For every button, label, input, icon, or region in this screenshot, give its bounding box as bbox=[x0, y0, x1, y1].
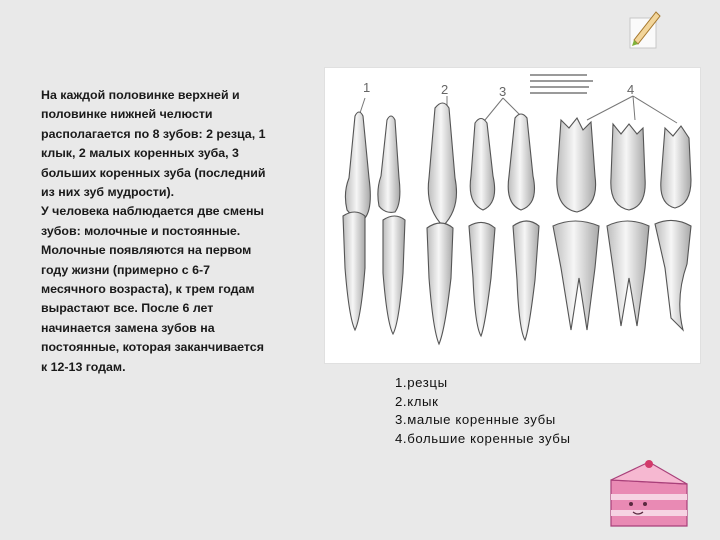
upper-molar-3 bbox=[661, 126, 691, 208]
teeth-legend bbox=[395, 374, 655, 448]
legend-item-canine: 2.клык bbox=[395, 393, 439, 409]
upper-premolar-1 bbox=[470, 119, 494, 211]
cake-slice-icon bbox=[603, 456, 695, 534]
teeth-illustration-icon bbox=[325, 68, 700, 363]
figure-number-3: 3 bbox=[499, 84, 507, 99]
teeth-figure bbox=[325, 68, 700, 363]
upper-premolar-2 bbox=[508, 114, 534, 210]
legend-item-premolars: 3.малые коренные зубы bbox=[395, 412, 556, 428]
lower-incisor-1 bbox=[343, 212, 365, 330]
legend-item-molars: 4.большие коренные зубы bbox=[395, 430, 571, 446]
legend-item-incisors: 1.резцы bbox=[395, 375, 448, 390]
tiny-legend-lines bbox=[530, 75, 593, 93]
upper-incisor-1 bbox=[345, 112, 370, 218]
lower-canine bbox=[427, 223, 453, 344]
upper-canine bbox=[428, 103, 456, 226]
upper-molar-2 bbox=[611, 124, 645, 210]
lower-molar-3 bbox=[655, 220, 691, 330]
lower-premolar-1 bbox=[469, 222, 495, 336]
pencil-paper-icon bbox=[620, 6, 668, 50]
figure-number-1: 1 bbox=[363, 80, 371, 95]
lower-premolar-2 bbox=[513, 221, 539, 340]
lower-molar-2 bbox=[607, 221, 649, 326]
lower-molar-1 bbox=[553, 221, 599, 330]
lower-incisor-2 bbox=[383, 216, 405, 334]
upper-molar-1 bbox=[557, 118, 596, 212]
figure-number-2: 2 bbox=[441, 82, 449, 97]
figure-number-4: 4 bbox=[627, 82, 635, 97]
slide-body-text: На каждой половинке верхней и половинке нижней челюсти располагается по 8 зубов: 2 резца, 1 клык, 2 малых коренных зуба, 3 больших коренных зуба (последний из них зуб мудрости). У человека наблюдается две смены зубов: молочные и постоянные. Молочные появляются на первом году жизни (примерно с 6-7 месячного возраста), к трем годам вырастают все. После 6 лет начинается замена зубов на постоянные, которая заканчивается к 12-13 годам. bbox=[41, 88, 266, 374]
upper-incisor-2 bbox=[378, 116, 400, 212]
